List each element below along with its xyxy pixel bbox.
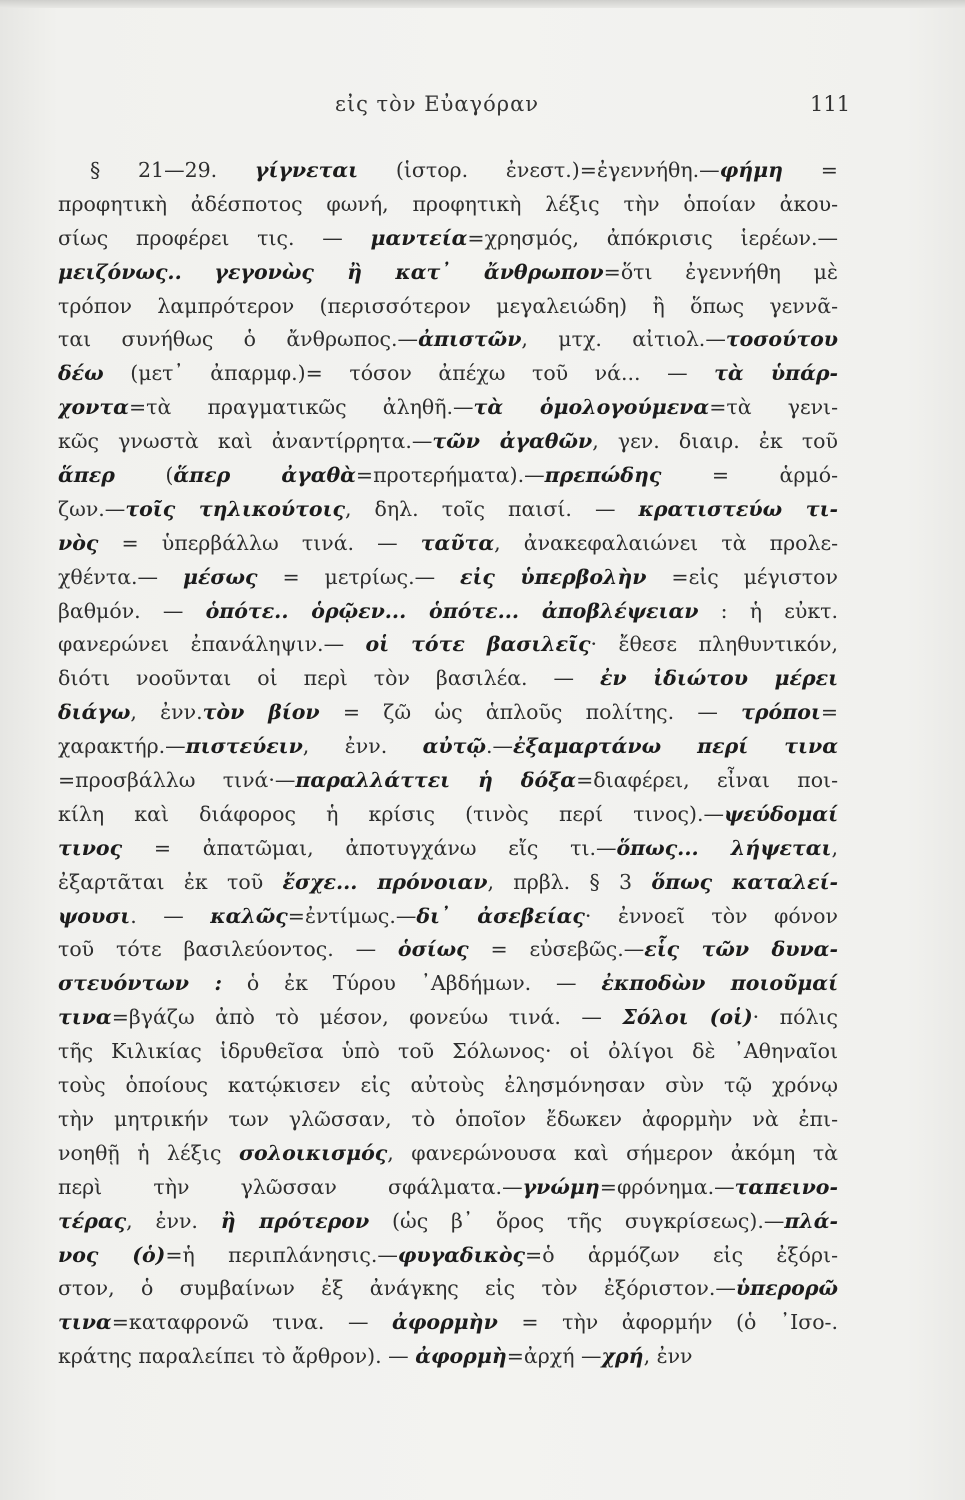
text-line [58, 832, 838, 866]
headword: τινος [58, 835, 123, 860]
headword: ὅπως καταλεί- [651, 869, 838, 894]
page-top-edge [0, 0, 965, 8]
headword: τὰ ὁμολογούμενα [473, 395, 710, 420]
headword: οἱ τότε βασιλεῖς [365, 632, 591, 657]
headword: ψουσι [58, 903, 131, 928]
text-segment: τὴν μητρικήν των γλῶσσαν, τὸ ὁποῖον ἔδωκεν ἀφορμὴν νὰ ἐπι- [58, 1106, 838, 1131]
text-segment: ἐξαρτᾶται ἐκ τοῦ [58, 869, 283, 894]
text-segment: στον, ὁ συμβαίνων ἐξ ἀνάγκης εἰς τὸν ἐξόριστον.— [58, 1276, 736, 1301]
text-line [58, 1035, 838, 1069]
text-segment: φανερώνει ἐπανάληψιν.— [58, 632, 366, 657]
text-line [58, 154, 838, 188]
text-segment: =τὰ πραγματικῶς ἀληθῆ.— [128, 395, 474, 420]
headword: χρή [601, 1344, 644, 1369]
headword: πιστεύειν [185, 734, 303, 759]
headword: ἅπερ ἀγαθὰ [173, 463, 356, 488]
headword: αὐτῷ [422, 734, 486, 759]
headword: δέω [58, 361, 104, 386]
text-line [58, 527, 838, 561]
text-segment: , ἐνν. [126, 1208, 221, 1233]
text-segment: =ἀρχή — [506, 1344, 602, 1369]
text-segment: =προσβάλλω τινά·— [58, 768, 296, 793]
text-segment: =τὰ γενι- [709, 395, 838, 420]
headword: ἅπερ [58, 463, 115, 488]
text-segment: =ὁ ἁρμόζων εἰς ἐξόρι- [525, 1242, 838, 1267]
headword: μέσως [182, 564, 258, 589]
text-line [58, 391, 838, 425]
headword: ἔσχε... πρόνοιαν [282, 869, 488, 894]
text-segment: κράτης παραλείπει τὸ ἄρθρον). — [58, 1344, 416, 1369]
text-segment: περὶ τὴν γλῶσσαν σφάλματα.— [58, 1174, 523, 1199]
text-line [58, 493, 838, 527]
headword: τὸν βίον [202, 700, 320, 725]
text-segment: ζων.— [58, 496, 126, 521]
text-line [58, 1001, 838, 1035]
headword: ὁσίως [397, 937, 469, 962]
text-segment: , δηλ. τοῖς παισί. — [344, 496, 639, 521]
text-line [58, 459, 838, 493]
text-segment: κίλη καὶ διάφορος ἡ κρίσις (τινὸς περί τινος).— [58, 801, 724, 826]
text-segment: , ἐνν. [130, 700, 203, 725]
text-segment: =χρησμός, ἀπόκρισις ἱερέων.— [467, 225, 838, 250]
text-segment: σίως προφέρει τις. — [58, 225, 371, 250]
text-segment: =προτερήματα).— [355, 463, 545, 488]
text-line [58, 188, 838, 222]
headword: μαντεία [370, 225, 468, 250]
headword: φυγαδικὸς [397, 1242, 526, 1267]
text-line [58, 764, 838, 798]
text-segment: τῆς Κιλικίας ἱδρυθεῖσα ὑπὸ τοῦ Σόλωνος· οἱ ὀλίγοι δὲ ᾿Αθηναῖοι [58, 1039, 838, 1064]
text-segment: = [820, 700, 838, 725]
text-segment: , γεν. διαιρ. ἐκ τοῦ [592, 429, 838, 454]
text-segment: =ὅτι ἐγεννήθη μὲ [603, 259, 838, 284]
text-segment: =διαφέρει, εἶναι ποι- [576, 768, 838, 793]
text-segment: προφητικὴ ἀδέσποτος φωνή, προφητικὴ λέξις τὴν ὁποίαν ἀκου- [58, 191, 838, 216]
text-segment: § 21—29. [90, 158, 255, 182]
headword: ἐκποδὼν ποιοῦμαί [601, 971, 838, 996]
text-segment: τοὺς ὁποίους κατῴκισεν εἰς αὐτοὺς ἐλησμόνησαν σὺν τῷ χρόνῳ [58, 1073, 838, 1098]
headword: τινα [58, 1310, 112, 1335]
text-segment: = ἁρμό- [661, 463, 838, 488]
text-line [58, 290, 838, 324]
text-segment: , ἀνακεφαλαιώνει τὰ προλε- [494, 530, 838, 555]
text-segment: =φρόνημα.— [599, 1174, 735, 1199]
headword: ἀπιστῶν [418, 327, 522, 352]
text-line [58, 900, 838, 934]
text-line [58, 730, 838, 764]
text-segment: = ἀπατῶμαι, ἀποτυγχάνω εἴς τι.— [122, 835, 617, 860]
headword: τρόποι [741, 700, 821, 725]
text-line [58, 357, 838, 391]
text-segment: · πόλις [752, 1005, 838, 1030]
text-segment: χθέντα.— [58, 564, 183, 589]
text-line [58, 628, 838, 662]
text-segment: ὁ ἐκ Τύρου ᾿Αβδήμων. — [222, 971, 602, 996]
text-segment: τρόπον λαμπρότερον (περισσότερον μεγαλειώδη) ἢ ὅπως γεννᾶ- [58, 293, 838, 318]
text-segment: = ζῶ ὡς ἁπλοῦς πολίτης. — [319, 700, 742, 725]
headword: σολοικισμός [238, 1140, 388, 1165]
text-segment: = ὑπερβάλλω τινά. — [98, 530, 421, 555]
text-segment: =ἡ περιπλάνησις.— [165, 1242, 398, 1267]
headword: γίγνεται [254, 158, 359, 182]
headword: τοῖς τηλικούτοις [125, 496, 345, 521]
text-segment: =βγάζω ἀπὸ τὸ μέσον, φονεύω τινά. — [111, 1005, 623, 1030]
text-line [58, 595, 838, 629]
text-line [58, 933, 838, 967]
text-line [58, 561, 838, 595]
text-line [58, 1069, 838, 1103]
headword: ὁπότε.. ὁρῷεν... ὁπότε... ἀποβλέψειαν [205, 598, 699, 623]
headword: ἐξαμαρτάνω περί τινα [513, 734, 838, 759]
text-segment: · ἔθεσε πληθυντικόν, [590, 632, 838, 657]
headword: ψεύδομαί [723, 801, 838, 826]
page-number: 111 [810, 92, 851, 116]
text-segment: βαθμόν. — [58, 598, 206, 623]
text-segment: , μτχ. αἰτιολ.— [521, 327, 726, 352]
text-segment: , ἐνν [643, 1344, 693, 1369]
text-line [58, 1340, 838, 1374]
text-segment: ( [114, 463, 174, 488]
headword: τοσούτου [725, 327, 838, 352]
text-segment: = εὐσεβῶς.— [468, 937, 645, 962]
text-segment: , ἐνν. [302, 734, 423, 759]
text-segment: . — [130, 903, 211, 928]
text-line [58, 798, 838, 832]
text-line [58, 1171, 838, 1205]
headword: ταῦτα [420, 530, 495, 555]
text-line [58, 1137, 838, 1171]
headword: φήμη [719, 158, 784, 182]
text-segment: , πρβλ. § 3 [487, 869, 652, 894]
text-line [58, 866, 838, 900]
headword: μειζόνως.. [58, 259, 182, 284]
text-line [58, 1272, 838, 1306]
headword: παραλλάττει ἡ δόξα [295, 768, 577, 793]
headword: πρεπώδης [544, 463, 662, 488]
text-segment: , φανερώνουσα καὶ σήμερον ἀκόμη τὰ [387, 1140, 838, 1165]
headword: ἢ πρότερον [220, 1208, 370, 1233]
headword: γνώμη [522, 1174, 600, 1199]
text-line [58, 967, 838, 1001]
headword: καλῶς [210, 903, 288, 928]
text-line [58, 1239, 838, 1273]
headword: πλά- [784, 1208, 838, 1233]
text-line [58, 662, 838, 696]
headword: τινα [58, 1005, 112, 1030]
text-line [58, 1103, 838, 1137]
headword: διάγω [58, 700, 131, 725]
headword: ταπεινο- [734, 1174, 838, 1199]
text-segment: κῶς γνωστὰ καὶ ἀναντίρρητα.— [58, 429, 433, 454]
headword: εἷς τῶν δυνα- [644, 937, 838, 962]
text-segment: =καταφρονῶ τινα. — [111, 1310, 393, 1335]
text-segment: · ἐννοεῖ τὸν φόνον [584, 903, 838, 928]
headword: νος (ὁ) [58, 1242, 166, 1267]
text-line [58, 256, 838, 290]
running-title: εἰς τὸν Εὐαγόραν [335, 92, 540, 116]
headword: εἰς ὑπερβολὴν [460, 564, 647, 589]
headword: δι᾽ ἀσεβείας [416, 903, 585, 928]
text-segment: =εἰς μέγιστον [646, 564, 838, 589]
headword: τέρας [58, 1208, 127, 1233]
headword: στευόντων : [58, 971, 223, 996]
text-line [58, 222, 838, 256]
text-segment: ται συνήθως ὁ ἄνθρωπος.— [58, 327, 419, 352]
text-segment: (ἱστορ. ἐνεστ.)=ἐγεννήθη.— [358, 158, 720, 182]
headword: Σόλοι (οἱ) [622, 1005, 753, 1030]
headword: ὑπερορῶ [735, 1276, 838, 1301]
text-line [58, 1306, 838, 1340]
text-segment: διότι νοοῦνται οἱ περὶ τὸν βασιλέα. — [58, 666, 600, 691]
headword: τῶν ἀγαθῶν [432, 429, 593, 454]
text-segment: = [783, 158, 838, 182]
commentary-text [58, 154, 838, 1374]
headword: χοντα [58, 395, 129, 420]
headword: ἐν ἰδιώτου μέρει [599, 666, 838, 691]
headword: νὸς [58, 530, 99, 555]
text-segment: (μετ᾽ ἀπαρμφ.)= τόσον ἀπέχω τοῦ νά... — [103, 361, 715, 386]
headword: ἀφορμὴν [392, 1310, 498, 1335]
text-segment: =ἐντίμως.— [287, 903, 417, 928]
text-segment: χαρακτήρ.— [58, 734, 186, 759]
text-line [58, 323, 838, 357]
text-segment: .— [485, 734, 513, 759]
text-segment: νοηθῇ ἡ λέξις [58, 1140, 239, 1165]
headword: τὰ ὑπάρ- [714, 361, 838, 386]
headword: κρατιστεύω τι- [638, 496, 838, 521]
text-line [58, 1205, 838, 1239]
text-segment: = μετρίως.— [257, 564, 460, 589]
text-segment: τοῦ τότε βασιλεύοντος. — [58, 937, 398, 962]
text-segment: = τὴν ἀφορμήν (ὁ ᾿Ισο-. [497, 1310, 838, 1335]
headword: ἀφορμὴ [415, 1344, 507, 1369]
running-head [0, 92, 965, 122]
headword: γεγονὼς ἢ κατ᾽ ἄνθρωπον [214, 259, 604, 284]
text-segment [182, 260, 215, 284]
text-segment: (ὡς β᾽ ὅρος τῆς συγκρίσεως).— [369, 1208, 785, 1233]
text-segment: : ἡ εὐκτ. [698, 598, 838, 623]
text-segment: , [831, 835, 838, 860]
headword: ὅπως... λήψεται [616, 835, 832, 860]
text-line [58, 696, 838, 730]
text-line [58, 425, 838, 459]
